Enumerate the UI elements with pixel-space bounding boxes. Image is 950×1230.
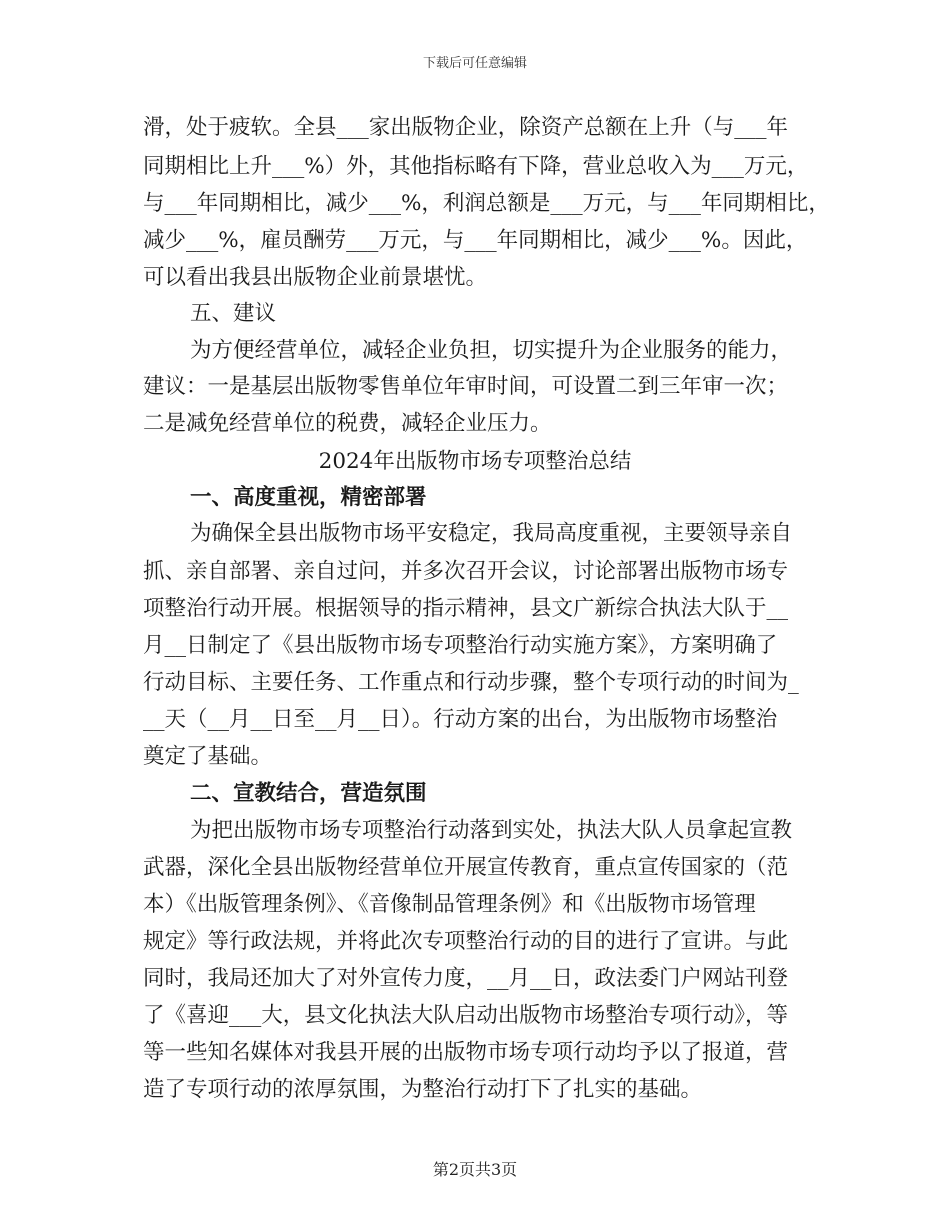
text-line: __天（__月__日至__月__日）。行动方案的出台，为出版物市场整治 bbox=[143, 707, 778, 732]
text-line: 抓、亲自部署、亲自过问，并多次召开会议，讨论部署出版物市场专 bbox=[143, 559, 789, 584]
section-heading-1: 一、高度重视，精密部署 bbox=[190, 485, 427, 510]
text-line: 与___年同期相比，减少___%，利润总额是___万元，与___年同期相比， bbox=[143, 191, 830, 216]
text-line: 二是减免经营单位的税费，减轻企业压力。 bbox=[143, 411, 552, 436]
text-line: 规定》等行政法规，并将此次专项整治行动的目的进行了宣讲。与此 bbox=[143, 929, 789, 954]
text-line: 行动目标、主要任务、工作重点和行动步骤，整个专项行动的时间为_ bbox=[143, 670, 799, 695]
text-line: 为确保全县出版物市场平安稳定，我局高度重视，主要领导亲自 bbox=[190, 521, 793, 546]
section-heading-2: 二、宣教结合，营造氛围 bbox=[190, 781, 427, 806]
page-footer: 第2页共3页 bbox=[432, 1160, 518, 1179]
text-line: 项整治行动开展。根据领导的指示精神，县文广新综合执法大队于__ bbox=[143, 596, 789, 621]
text-line: 滑，处于疲软。全县___家出版物企业，除资产总额在上升（与___年 bbox=[143, 115, 789, 140]
text-line: 可以看出我县出版物企业前景堪忧。 bbox=[143, 265, 488, 290]
text-line: 减少___%，雇员酬劳___万元，与___年同期相比，减少___%。因此， bbox=[143, 228, 808, 253]
text-line: 为方便经营单位，减轻企业负担，切实提升为企业服务的能力， bbox=[190, 338, 793, 363]
text-line: 造了专项行动的浓厚氛围，为整治行动打下了扎实的基础。 bbox=[143, 1077, 703, 1102]
text-line: 月__日制定了《县出版物市场专项整治行动实施方案》，方案明确了 bbox=[143, 633, 778, 658]
text-line: 本）《出版管理条例》、《音像制品管理条例》和《出版物市场管理 bbox=[143, 892, 756, 917]
text-line: 了《喜迎___大，县文化执法大队启动出版物市场整治专项行动》，等 bbox=[143, 1003, 789, 1028]
text-line: 建议：一是基层出版物零售单位年审时间，可设置二到三年审一次； bbox=[143, 374, 789, 399]
text-line: 为把出版物市场专项整治行动落到实处，执法大队人员拿起宣教 bbox=[190, 818, 793, 843]
section-heading-5: 五、建议 bbox=[190, 301, 277, 326]
document-title: 2024年出版物市场专项整治总结 bbox=[318, 449, 632, 474]
text-line: 同时，我局还加大了对外宣传力度，__月__日，政法委门户网站刊登 bbox=[143, 966, 789, 991]
text-line: 同期相比上升___%）外，其他指标略有下降，营业总收入为___万元， bbox=[143, 154, 809, 179]
text-line: 等一些知名媒体对我县开展的出版物市场专项行动均予以了报道，营 bbox=[143, 1040, 789, 1065]
text-line: 奠定了基础。 bbox=[143, 744, 273, 769]
text-line: 武器，深化全县出版物经营单位开展宣传教育，重点宣传国家的（范 bbox=[143, 855, 789, 880]
page-header: 下载后可任意编辑 bbox=[422, 56, 527, 71]
